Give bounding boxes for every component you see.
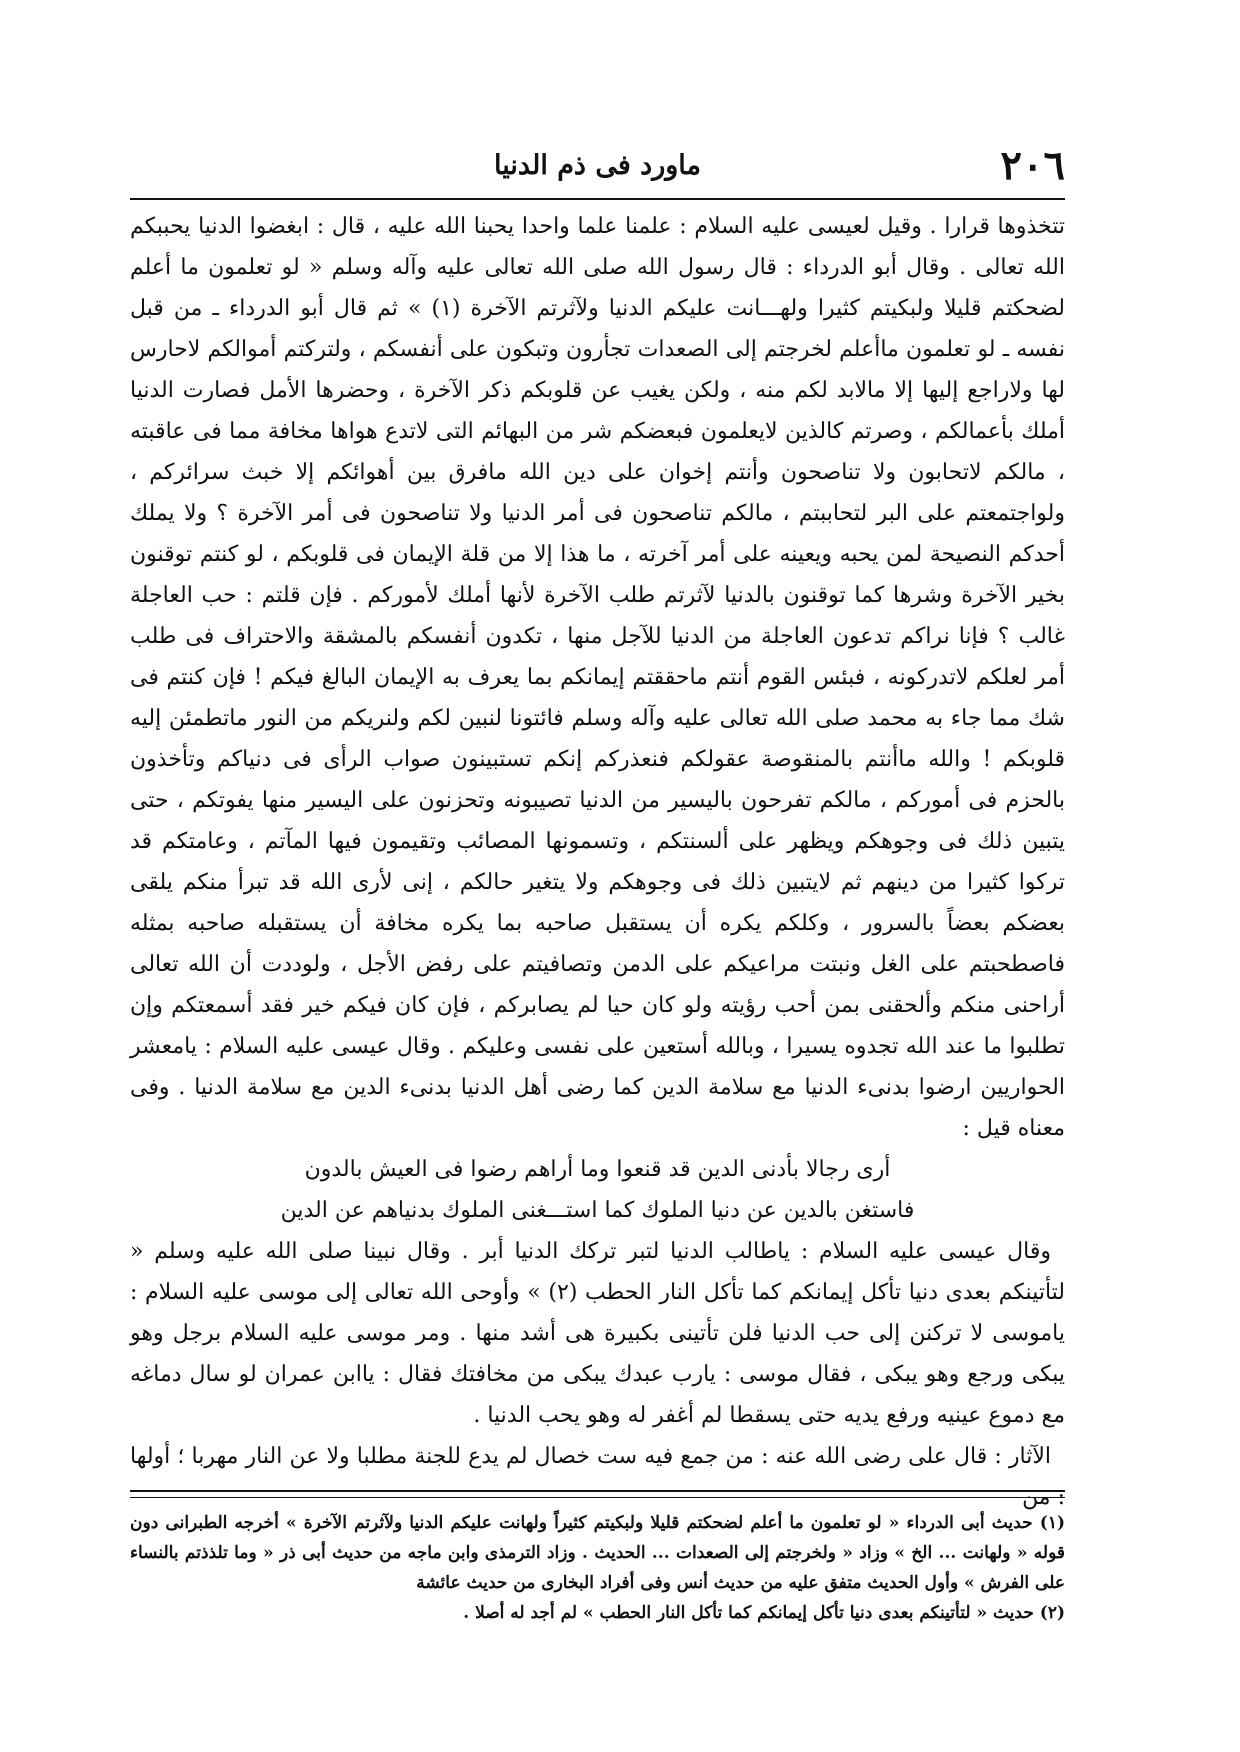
- paragraph-2: وقال عيسى عليه السلام : ياطالب الدنيا لتبر تركك الدنيا أبر . وقال نبينا صلى الله عليه وسلم « لتأتينكم بعدى دنيا تأكل إيمانكم كما تأكل النار الحطب (٢) » وأوحى الله تعالى إلى موسى عليه السلام : ياموسى لا تركنن إلى حب الدنيا فلن تأتينى بكبيرة هى أشد منها . ومر موسى عليه السلام برجل وهو يبكى ورجع وهو يبكى ، فقال موسى : يارب عبدك يبكى من مخافتك فقال : ياابن عمران لو سال دماغه مع دموع عينيه ورفع يديه حتى يسقطا لم أغفر له وهو يحب الدنيا .: [130, 1239, 1066, 1428]
- footnote-2: (٢) حديث « لتأتينكم بعدى دنيا تأكل إيمانكم كما تأكل النار الحطب » لم أجد له أصلا .: [463, 1603, 1065, 1623]
- footnotes: [130, 1508, 1065, 1628]
- footnote-rule-thin: [130, 1497, 1065, 1498]
- main-text: [130, 206, 1065, 1518]
- verse-block: [130, 1149, 1065, 1231]
- page-header: [130, 140, 1065, 196]
- running-title: ماورد فى ذم الدنيا: [494, 150, 701, 181]
- footnote-1: (١) حديث أبى الدرداء « لو تعلمون ما أعلم لضحكتم قليلا ولبكيتم كثيراً ولهانت عليكم الدنيا ولآثرتم الآخرة » أخرجه الطبرانى دون قوله « ولهانت ... الخ » وزاد « ولخرجتم إلى الصعدات ... الحديث . وزاد الترمذى وابن ماجه من حديث أبى ذر « وما تلذذتم بالنساء على الفرش » وأول الحديث متفق عليه من حديث أنس وفى أفراد البخارى من حديث عائشة: [130, 1513, 1065, 1593]
- paragraph-3: الآثار : قال على رضى الله عنه : من جمع فيه ست خصال لم يدع للجنة مطلبا ولا عن النار مهربا ؛ أولها : من: [130, 1444, 1065, 1510]
- header-rule: [130, 198, 1065, 200]
- paragraph-1: تتخذوها قرارا . وقيل لعيسى عليه السلام : علمنا علما واحدا يحبنا الله عليه ، قال : ابغضوا الدنيا يحببكم الله تعالى . وقال أبو الدرداء : قال رسول الله صلى الله تعالى عليه وآله وسلم « لو تعلمون ما أعلم لضحكتم قليلا ولبكيتم كثيرا ولهـــانت عليكم الدنيا ولآثرتم الآخرة (١) » ثم قال أبو الدرداء ـ من قبل نفسه ـ لو تعلمون ماأعلم لخرجتم إلى الصعدات تجأرون وتبكون على أنفسكم ، ولتركتم أموالكم لاحارس لها ولاراجع إليها إلا مالابد لكم منه ، ولكن يغيب عن قلوبكم ذكر الآخرة ، وحضرها الأمل فصارت الدنيا أملك بأعمالكم ، وصرتم كالذين لايعلمون فبعضكم شر من البهائم التى لاتدع هواها مخافة مما فى عاقبته ، مالكم لاتحابون ولا تناصحون وأنتم إخوان على دين الله مافرق بين أهوائكم إلا خبث سرائركم ، ولواجتمعتم على البر لتحاببتم ، مالكم تناصحون فى أمر الدنيا ولا تناصحون فى أمر الآخرة ؟ ولا يملك أحدكم النصيحة لمن يحبه ويعينه على أمر آخرته ، ما هذا إلا من قلة الإيمان فى قلوبكم ، لو كنتم توقنون بخير الآخرة وشرها كما توقنون بالدنيا لآثرتم طلب الآخرة لأنها أملك لأموركم . فإن قلتم : حب العاجلة غالب ؟ فإنا نراكم تدعون العاجلة من الدنيا للآجل منها ، تكدون أنفسكم بالمشقة والاحتراف فى طلب أمر لعلكم لاتدركونه ، فبئس القوم أنتم ماحققتم إيمانكم بما يعرف به الإيمان البالغ فيكم ! فإن كنتم فى شك مما جاء به محمد صلى الله تعالى عليه وآله وسلم فائتونا لنبين لكم ولنريكم من النور ماتطمئن إليه قلوبكم ! والله ماأنتم بالمنقوصة عقولكم فنعذركم إنكم تستبينون صواب الرأى فى دنياكم وتأخذون بالحزم فى أموركم ، مالكم تفرحون باليسير من الدنيا تصيبونه وتحزنون على اليسير منها يفوتكم ، حتى يتبين ذلك فى وجوهكم ويظهر على ألسنتكم ، وتسمونها المصائب وتقيمون فيها المآتم ، وعامتكم قد تركوا كثيرا من دينهم ثم لايتبين ذلك فى وجوهكم ولا يتغير حالكم ، إنى لأرى الله قد تبرأ منكم يلقى بعضكم بعضاً بالسرور ، وكلكم يكره أن يستقبل صاحبه بما يكره مخافة أن يستقبله صاحبه بمثله فاصطحبتم على الغل ونبتت مراعيكم على الدمن وتصافيتم على رفض الأجل ، ولوددت أن الله تعالى أراحنى منكم وألحقنى بمن أحب رؤيته ولو كان حيا لم يصابركم ، فإن كان فيكم خير فقد أسمعتكم وإن تطلبوا ما عند الله تجدوه يسيرا ، وبالله أستعين على نفسى وعليكم . وقال عيسى عليه السلام : يامعشر الحواريين ارضوا بدنىء الدنيا مع سلامة الدين كما رضى أهل الدنيا بدنىء الدين مع سلامة الدنيا . وفى معناه قيل :: [130, 214, 1066, 1141]
- footnote-rule: [130, 1490, 1065, 1492]
- verse-line-1: أرى رجالا بأدنى الدين قد قنعوا وما أراهم رضوا فى العيش بالدون: [304, 1157, 891, 1182]
- verse-line-2: فاستغن بالدين عن دنيا الملوك كما استـــغنى الملوك بدنياهم عن الدين: [280, 1198, 915, 1223]
- page-number: ٢٠٦: [1000, 142, 1065, 189]
